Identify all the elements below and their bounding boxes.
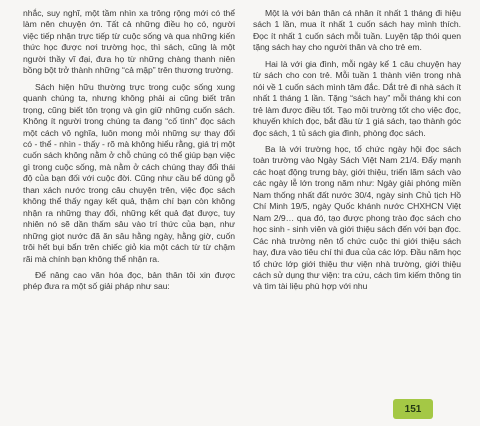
paragraph: nhắc, suy nghĩ, một tầm nhìn xa trông rộng mới có thể làm nên chuyện ớn. Tất cả những điều họ có, người việc tiếp nhận trực tiếp từ cuộc sống và qua những kiến thức học được nơi trường học, thì sách, cũng là một người thầy vĩ đại, đưa họ từ những chàng thanh niên bồng bột trở thành những “cả mập” trên thương trường.: [23, 8, 235, 76]
paragraph: Để nâng cao văn hóa đọc, bản thân tôi xin được phép đưa ra một số giải pháp như sau:: [23, 269, 235, 292]
paragraph: Sách hiện hữu thường trực trong cuộc sống xung quanh chúng ta, nhưng không phải ai cũng biết trân trọng, cũng biết tôn trọng và gìn giữ những cuốn sách. Không ít người trong chúng ta đang “cố tình” đọc sách một cách vô nghĩa, luôn mong mỏi những sự thay đổi có - thể - nhìn - thấy - rõ mà không hiểu rằng, giá trị một cuốn sách không nằm ở chỗ chúng có thể giúp bạn việc gì trong cuộc sống, mà nằm ở cách chúng thay đổi thái độ của bạn đối với cuộc đời. Cũng như cầu bể dùng gỗ than xách nước trong câu chuyện trên, việc đọc sách không thể thấy ngay kết quả, thậm chí bạn còn không nhận ra những thay đổi, những kết quả đạt được, tuy nhiên nó sẽ dần thấm sâu vào trí thức của bạn, như những giọt nước đã ăn sâu hằng ngày, hằng giờ, cuốn trôi hết bụi bẩn trên chiếc giỏ kia một cách từ từ chậm rãi mà chính bạn không thể nhận ra.: [23, 81, 235, 264]
paragraph: Hai là với gia đình, mỗi ngày kể 1 câu chuyện hay từ sách cho con trẻ. Mỗi tuần 1 thành viên trong nhà nói về 1 cuốn sách mình tâm đắc. Dắt trẻ đi nhà sách ít nhất 1 tháng 1 lần. Tặng “sách hay” mỗi tháng khi con trẻ làm được điều tốt. Tạo môi trường tốt cho việc đọc, khuyến khích đọc, bắt đầu từ 1 giá sách, tạo thành góc đọc sách, 1 tủ sách gia đình, phòng đọc sách.: [253, 58, 461, 138]
paragraph: Ba là với trường học, tổ chức ngày hội đọc sách toàn trường vào Ngày Sách Việt Nam 21/4. Đẩy mạnh các hoạt động trưng bày, giới thiệu, triển lãm sách vào các ngày lễ lớn trong năm như: Ngày giải phóng miền Nam thống nhất đất nước 30/4, ngày sinh Chủ tịch Hồ Chí Minh 19/5, ngày Quốc khánh nước CHXHCN Việt Nam 2/9… qua đó, tạo được phong trào đọc sách cho học sinh - sinh viên và giới thiệu sách đến với bạn đọc. Các nhà trường nên tổ chức cuộc thi giới thiệu sách hay, đưa vào tiêu chí thi đua của các lớp. Đầu năm học tổ chức lớp giới thiệu thư viện nhà trường, giới thiệu cách sử dụng thư viện: tra cứu, cách tìm kiếm thông tin và tìm tài liệu phù hợp với nhu: [253, 143, 461, 292]
page-number-badge: [393, 399, 433, 419]
left-text-column: [23, 8, 235, 293]
page-number: 151: [404, 403, 422, 415]
paragraph: Một là với bản thân cá nhân ít nhất 1 tháng đi hiệu sách 1 lần, mua ít nhất 1 cuốn sách hay mình thích. Đọc ít nhất 1 cuốn sách mỗi tuần. Luyện tập thói quen tặng sách hay cho người thân và cho trẻ em.: [253, 8, 461, 53]
right-text-column: [253, 8, 461, 293]
